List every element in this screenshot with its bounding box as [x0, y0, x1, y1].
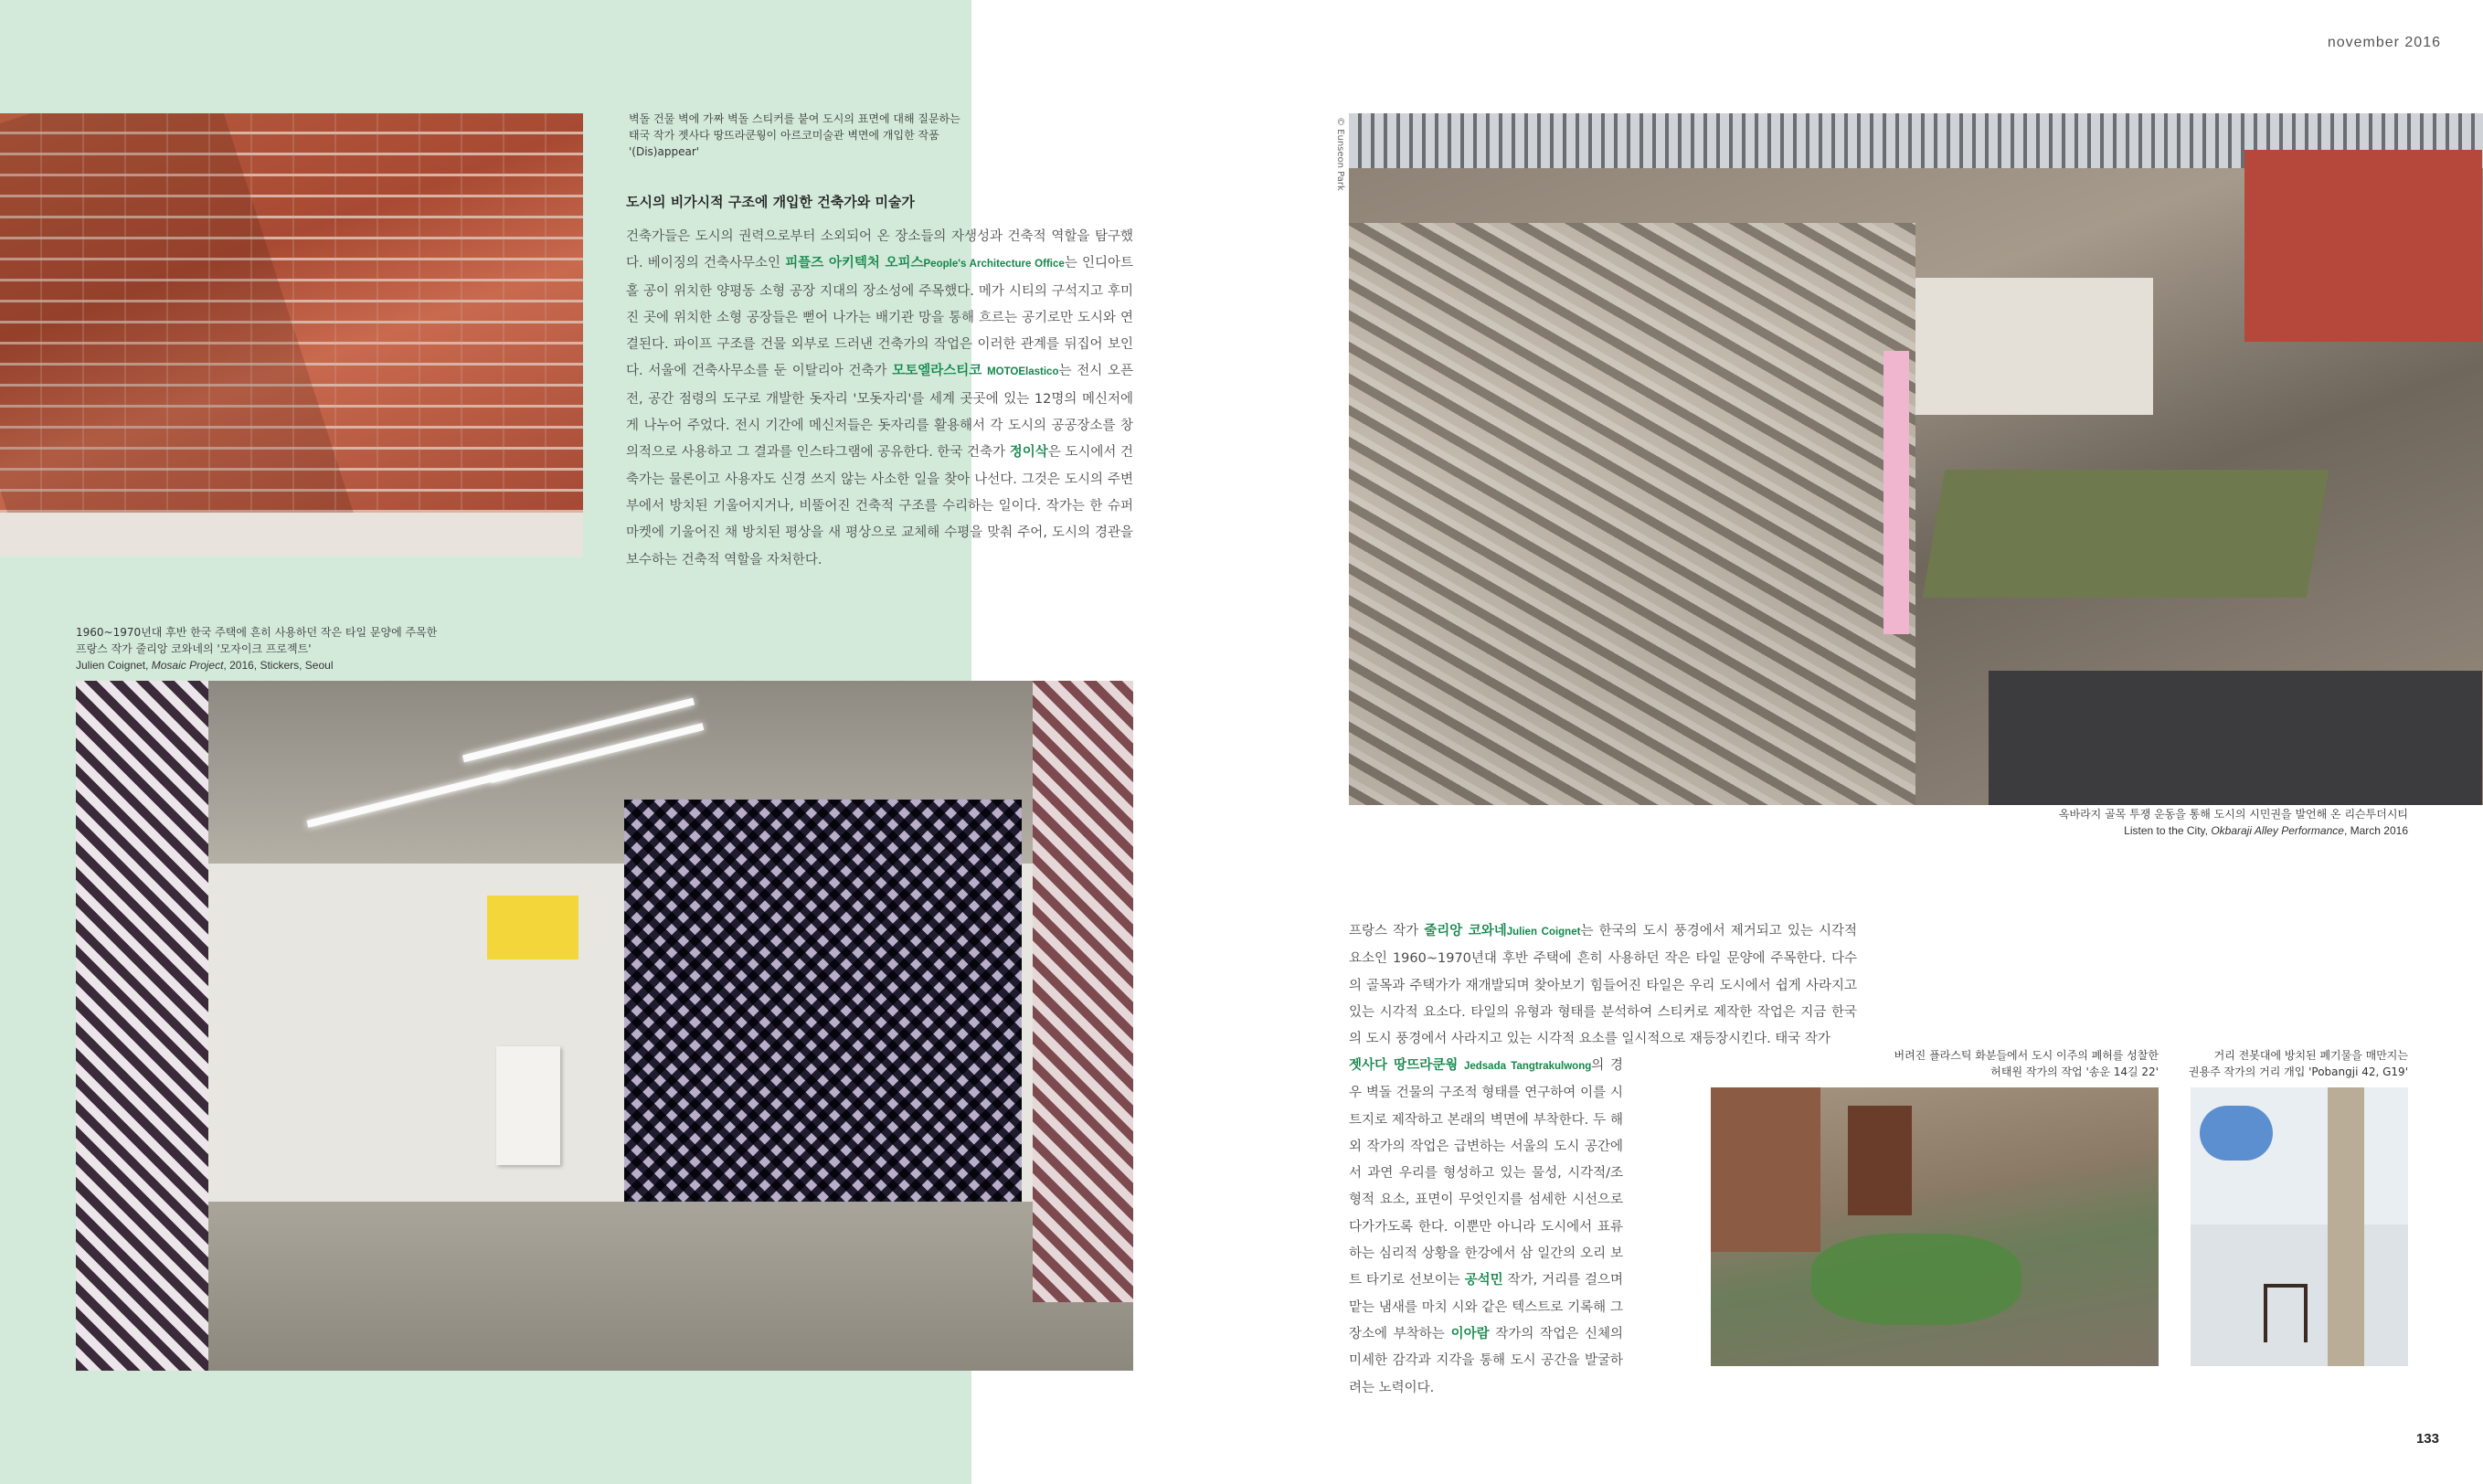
demolition-site-photo [1349, 113, 2483, 805]
brick-wall-photo [0, 113, 583, 556]
article2-text-3: 의 경우 벽돌 건물의 구조적 형태를 연구하여 이를 시트지로 제작하고 본래의 벽면에 부착한다. 두 해외 작가의 작업은 급변하는 서울의 도시 공간에서 과연 우리를 형성하고 있는 물성, 시각적/조형적 요소, 표면이 무엇인지를 섬세한 시선으로 다가가도록 한다. 이뿐만 아니라 도시에서 표류하는 심리적 상황을 한강에서 삼 일간의 오리 보트 타기로 선보이는 [1349, 1058, 1624, 1288]
section-heading: 도시의 비가시적 구조에 개입한 건축가와 미술가 [626, 194, 915, 210]
article-section-2 [1349, 918, 1857, 1053]
demolition-caption-date: , March 2016 [2343, 824, 2408, 837]
highlight-julien-coignet: 줄리앙 코와네 [1424, 924, 1507, 938]
mosaic-caption-title: Mosaic Project [151, 659, 224, 672]
street-caption-line2: 권용주 작가의 거리 개입 'Pobangji 42, G19' [2188, 1065, 2408, 1078]
highlight-jeong-isak: 정이삭 [1009, 445, 1048, 461]
article1-text-4: 은 도시에서 건축가는 물론이고 사용자도 신경 쓰지 않는 사소한 일을 찾아 나선다. 그것은 도시의 주변부에서 방치된 기울어지거나, 비뚤어진 건축적 구조를 수리하는 일이다. 작가는 한 슈퍼마켓에 기울어진 채 방치된 평상을 새 평상으로 교체해 수평을 맞춰 주어, 도시의 경관을 보수하는 건축적 역할을 자처한다. [626, 445, 1134, 567]
article1-text-1: 건축가들은 도시의 권력으로부터 소외되어 온 장소들의 자생성과 건축적 역할을 탐구했다. 베이징의 건축사무소인 [626, 229, 1133, 271]
article2-text-1: 프랑스 작가 [1349, 924, 1425, 938]
article-section-2-continued [1349, 1053, 1623, 1402]
article2-text-4: 작가, 거리를 걸으며 맡는 냄새를 마치 시와 같은 텍스트로 기록해 그 장소에 부착하는 [1349, 1273, 1623, 1341]
street-intervention-photo [2191, 1087, 2408, 1366]
highlight-lee-aram: 이아람 [1450, 1326, 1490, 1341]
highlight-jedsada: 젯사다 땅뜨라쿤웡 [1349, 1058, 1459, 1073]
article1-body [626, 224, 1133, 574]
highlight-julien-coignet-en: Julien Coignet [1506, 927, 1581, 938]
photo-credit: © Eunseon Park [1335, 117, 1345, 191]
brick-caption [629, 111, 1013, 160]
highlight-peoples-architecture: 피플즈 아키텍처 오피스 [785, 256, 924, 271]
article2-text-2: 는 한국의 도시 풍경에서 제거되고 있는 시각적 요소인 1960~1970년대 후반 주택에 흔히 사용하던 작은 타일 문양에 주목한다. 다수의 골목과 주택가가 재개발되며 찾아보기 힘들어진 타일은 우리 도시에서 쉽게 사라지고 있는 시각적 요소다. 타일의 유형과 형태를 분석하여 스티커로 제작한 작업은 지금 한국의 도시 풍경에서 사라지고 있는 시각적 요소를 일시적으로 재등장시킨다. 태국 작가 [1349, 924, 1857, 1047]
page-number: 133 [2415, 1431, 2439, 1447]
brick-caption-line1: 벽돌 건물 벽에 가짜 벽돌 스티커를 붙여 도시의 표면에 대해 질문하는 [629, 112, 960, 125]
article1-text-3: 는 전시 오픈 전, 공간 점령의 도구로 개발한 돗자리 '모돗자리'를 세계 곳곳에 있는 12명의 메신저에게 나누어 주었다. 전시 기간에 메신저들은 돗자리를 활용해서 각 도시의 공공장소를 창의적으로 사용하고 그 결과를 인스타그램에 공유한다. 한국 건축가 [626, 364, 1134, 461]
highlight-motoelastico-en: MOTOElastico [987, 366, 1059, 378]
yard-caption-line2: 허태원 작가의 작업 '송운 14길 22' [1990, 1065, 2159, 1078]
article1-text-2: 는 인디아트홀 공이 위치한 양평동 소형 공장 지대의 장소성에 주목했다. 메가 시티의 구석지고 후미진 곳에 위치한 소형 공장들은 뻗어 나가는 배기관 망을 통해 흐르는 공기로만 도시와 연결된다. 파이프 구조를 건물 외부로 드러낸 건축가의 작업은 이러한 관계를 뒤집어 보인다. 서울에 건축사무소를 둔 이탈리아 건축가 [626, 256, 1133, 379]
mosaic-caption-line2: 프랑스 작가 줄리앙 코와네의 '모자이크 프로젝트' [76, 642, 312, 655]
abandoned-yard-photo [1711, 1087, 2159, 1366]
demolition-caption [1828, 806, 2408, 839]
highlight-motoelastico: 모토엘라스티코 [892, 364, 982, 379]
article2-body-continued [1349, 1053, 1623, 1402]
yard-caption-line1: 버려진 플라스틱 화분들에서 도시 이주의 폐허를 성찰한 [1894, 1049, 2159, 1062]
mosaic-caption-english [76, 657, 624, 673]
yard-caption [1809, 1047, 2159, 1080]
street-caption-line1: 거리 전봇대에 방치된 폐기물을 매만지는 [2213, 1049, 2408, 1062]
highlight-gong-seokmin: 공석민 [1464, 1273, 1503, 1288]
demolition-caption-artist: Listen to the City, [2124, 824, 2212, 837]
demolition-caption-english [1828, 822, 2408, 839]
brick-caption-line2: 태국 작가 젯사다 땅뜨라쿤웡이 아르코미술관 벽면에 개입한 작품 '(Dis)appear' [629, 129, 939, 158]
gallery-installation-photo [76, 681, 1133, 1371]
mosaic-caption-details: , 2016, Stickers, Seoul [223, 659, 334, 672]
demolition-caption-line1: 옥바라지 골목 투쟁 운동을 통해 도시의 시민권을 발언해 온 리슨투더시티 [2058, 808, 2408, 821]
mosaic-caption-line1: 1960~1970년대 후반 한국 주택에 흔히 사용하던 작은 타일 문양에 주목한 [76, 626, 438, 639]
demolition-caption-title: Okbaraji Alley Performance [2211, 824, 2344, 837]
mosaic-caption [76, 624, 624, 673]
highlight-jedsada-en: Jedsada Tangtrakulwong [1463, 1061, 1592, 1072]
street-caption [2184, 1047, 2408, 1080]
highlight-peoples-architecture-en: People's Architecture Office [923, 259, 1065, 270]
article2-text-5: 작가의 작업은 신체의 미세한 감각과 지각을 통해 도시 공간을 발굴하려는 노력이다. [1349, 1326, 1623, 1395]
article2-body [1349, 918, 1857, 1053]
article-section-1 [626, 192, 1133, 574]
issue-date: november 2016 [2327, 35, 2441, 50]
mosaic-caption-artist: Julien Coignet, [76, 659, 152, 672]
